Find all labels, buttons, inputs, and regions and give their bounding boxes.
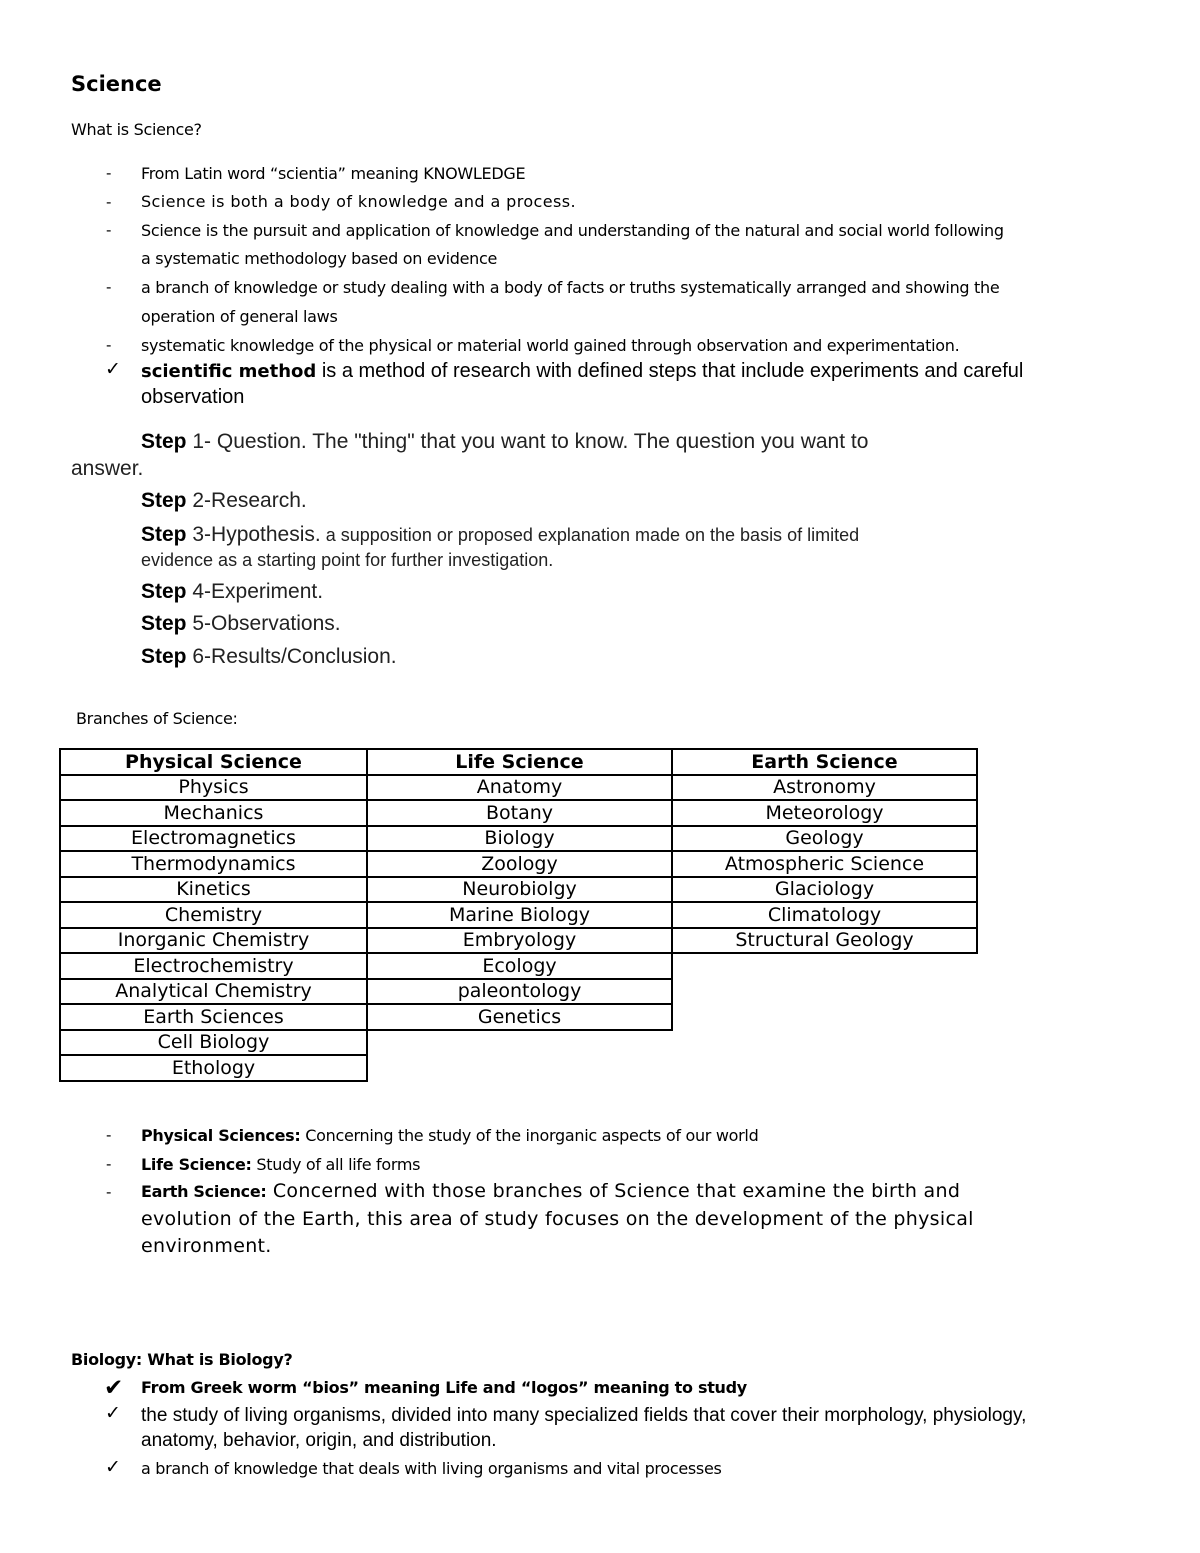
table-cell-empty: [672, 979, 977, 1005]
biology-item: From Greek worm “bios” meaning Life and “logos” meaning to study: [141, 1378, 747, 1397]
checkmark-icon: ✓: [105, 359, 121, 380]
definition-text: Concerned with those branches of Science that examine the birth and: [266, 1180, 961, 1202]
step-2: [141, 489, 307, 513]
step-text: 4-Experiment.: [186, 580, 324, 603]
step-1: [141, 430, 868, 454]
header-earth-science: Earth Science: [672, 749, 977, 775]
scientific-method-continuation: observation: [141, 386, 245, 408]
branches-heading: Branches of Science:: [76, 709, 238, 728]
step-text: 1- Question. The "thing" that you want to know. The question you want to: [186, 430, 869, 453]
table-cell-physical: Inorganic Chemistry: [60, 928, 367, 954]
table-cell-earth: Astronomy: [672, 775, 977, 801]
table-cell-empty: [672, 1055, 977, 1081]
dash-marker: -: [106, 193, 112, 211]
step-label: Step: [141, 523, 187, 546]
table-cell-physical: Electromagnetics: [60, 826, 367, 852]
definition-life: [141, 1155, 420, 1174]
dash-marker: -: [106, 336, 112, 354]
scientific-method-term: scientific method: [141, 361, 317, 382]
table-cell-earth: Structural Geology: [672, 928, 977, 954]
biology-item: a branch of knowledge that deals with living organisms and vital processes: [141, 1459, 722, 1478]
table-row: [60, 1055, 977, 1081]
step-definition: a supposition or proposed explanation made on the basis of limited: [320, 525, 860, 545]
table-row: [60, 979, 977, 1005]
table-cell-earth: Glaciology: [672, 877, 977, 903]
step-5: [141, 612, 341, 636]
dash-marker: -: [106, 1183, 112, 1201]
dash-marker: -: [106, 164, 112, 182]
table-header-row: [60, 749, 977, 775]
step-text: 6-Results/Conclusion.: [186, 645, 397, 668]
definition-earth: [141, 1180, 960, 1202]
definition-term: Physical Sciences:: [141, 1126, 301, 1145]
dash-marker: -: [106, 1126, 112, 1144]
checkmark-icon: ✓: [105, 1457, 121, 1478]
step-text: 3-Hypothesis.: [186, 523, 321, 546]
table-cell-empty: [672, 1030, 977, 1056]
table-cell-empty: [367, 1030, 672, 1056]
checkmark-icon: ✔: [104, 1374, 124, 1400]
table-cell-earth: Climatology: [672, 902, 977, 928]
table-row: [60, 953, 977, 979]
table-row: [60, 1030, 977, 1056]
list-item-continuation: operation of general laws: [141, 307, 338, 326]
table-cell-life: Ecology: [367, 953, 672, 979]
step-label: Step: [141, 612, 187, 635]
table-cell-physical: Electrochemistry: [60, 953, 367, 979]
biology-item: the study of living organisms, divided into many specialized fields that cover their morphology, physiology,: [141, 1405, 1027, 1426]
table-cell-empty: [367, 1055, 672, 1081]
table-cell-physical: Ethology: [60, 1055, 367, 1081]
table-cell-life: Marine Biology: [367, 902, 672, 928]
step-text: 5-Observations.: [186, 612, 341, 635]
table-cell-life: Neurobiolgy: [367, 877, 672, 903]
table-cell-life: Anatomy: [367, 775, 672, 801]
table-cell-life: Biology: [367, 826, 672, 852]
header-physical-science: Physical Science: [60, 749, 367, 775]
table-cell-earth: Meteorology: [672, 800, 977, 826]
table-cell-physical: Physics: [60, 775, 367, 801]
definition-text: Concerning the study of the inorganic aspects of our world: [300, 1126, 759, 1145]
step-label: Step: [141, 580, 187, 603]
definition-earth-continuation: environment.: [141, 1235, 272, 1257]
table-cell-physical: Earth Sciences: [60, 1004, 367, 1030]
table-cell-earth: Atmospheric Science: [672, 851, 977, 877]
table-cell-life: paleontology: [367, 979, 672, 1005]
list-item: systematic knowledge of the physical or material world gained through observation and experimentation.: [141, 336, 960, 355]
page-title: Science: [71, 72, 162, 96]
table-row: [60, 800, 977, 826]
branches-table: [59, 748, 978, 1082]
step-1-continuation: answer.: [71, 457, 144, 480]
table-cell-life: Embryology: [367, 928, 672, 954]
table-cell-physical: Thermodynamics: [60, 851, 367, 877]
table-cell-physical: Mechanics: [60, 800, 367, 826]
definition-earth-continuation: evolution of the Earth, this area of study focuses on the development of the physical: [141, 1208, 974, 1230]
definition-text: Study of all life forms: [251, 1155, 421, 1174]
table-cell-life: Genetics: [367, 1004, 672, 1030]
step-4: [141, 580, 323, 604]
table-row: [60, 1004, 977, 1030]
what-is-science-heading: What is Science?: [71, 120, 202, 139]
biology-item-continuation: anatomy, behavior, origin, and distribution.: [141, 1430, 497, 1451]
list-item: Science is the pursuit and application of knowledge and understanding of the natural and social world following: [141, 221, 1004, 240]
table-cell-physical: Cell Biology: [60, 1030, 367, 1056]
list-item: a branch of knowledge or study dealing with a body of facts or truths systematically arranged and showing the: [141, 278, 1000, 297]
branches-table-body: [60, 775, 977, 1081]
checkmark-icon: ✓: [105, 1403, 121, 1424]
header-life-science: Life Science: [367, 749, 672, 775]
table-cell-empty: [672, 1004, 977, 1030]
step-3: [141, 523, 859, 547]
list-item: From Latin word “scientia” meaning KNOWLEDGE: [141, 164, 526, 183]
table-row: [60, 902, 977, 928]
definition-physical: [141, 1126, 758, 1145]
table-row: [60, 775, 977, 801]
table-cell-physical: Kinetics: [60, 877, 367, 903]
list-item-continuation: a systematic methodology based on evidence: [141, 249, 498, 268]
table-row: [60, 851, 977, 877]
table-cell-life: Zoology: [367, 851, 672, 877]
step-label: Step: [141, 489, 187, 512]
definition-term: Life Science:: [141, 1155, 252, 1174]
dash-marker: -: [106, 221, 112, 239]
dash-marker: -: [106, 1155, 112, 1173]
table-row: [60, 928, 977, 954]
table-row: [60, 826, 977, 852]
step-6: [141, 645, 397, 669]
step-label: Step: [141, 645, 187, 668]
step-text: 2-Research.: [186, 489, 307, 512]
scientific-method-text: is a method of research with defined steps that include experiments and careful: [316, 360, 1024, 382]
definition-term: Earth Science:: [141, 1182, 267, 1201]
table-cell-physical: Chemistry: [60, 902, 367, 928]
biology-heading: Biology: What is Biology?: [71, 1350, 293, 1369]
table-cell-life: Botany: [367, 800, 672, 826]
dash-marker: -: [106, 278, 112, 296]
scientific-method-line: [141, 360, 1023, 383]
table-row: [60, 877, 977, 903]
step-label: Step: [141, 430, 187, 453]
table-cell-empty: [672, 953, 977, 979]
step-3-continuation: evidence as a starting point for further investigation.: [141, 550, 554, 570]
table-cell-physical: Analytical Chemistry: [60, 979, 367, 1005]
table-cell-earth: Geology: [672, 826, 977, 852]
list-item: Science is both a body of knowledge and a process.: [141, 192, 576, 211]
